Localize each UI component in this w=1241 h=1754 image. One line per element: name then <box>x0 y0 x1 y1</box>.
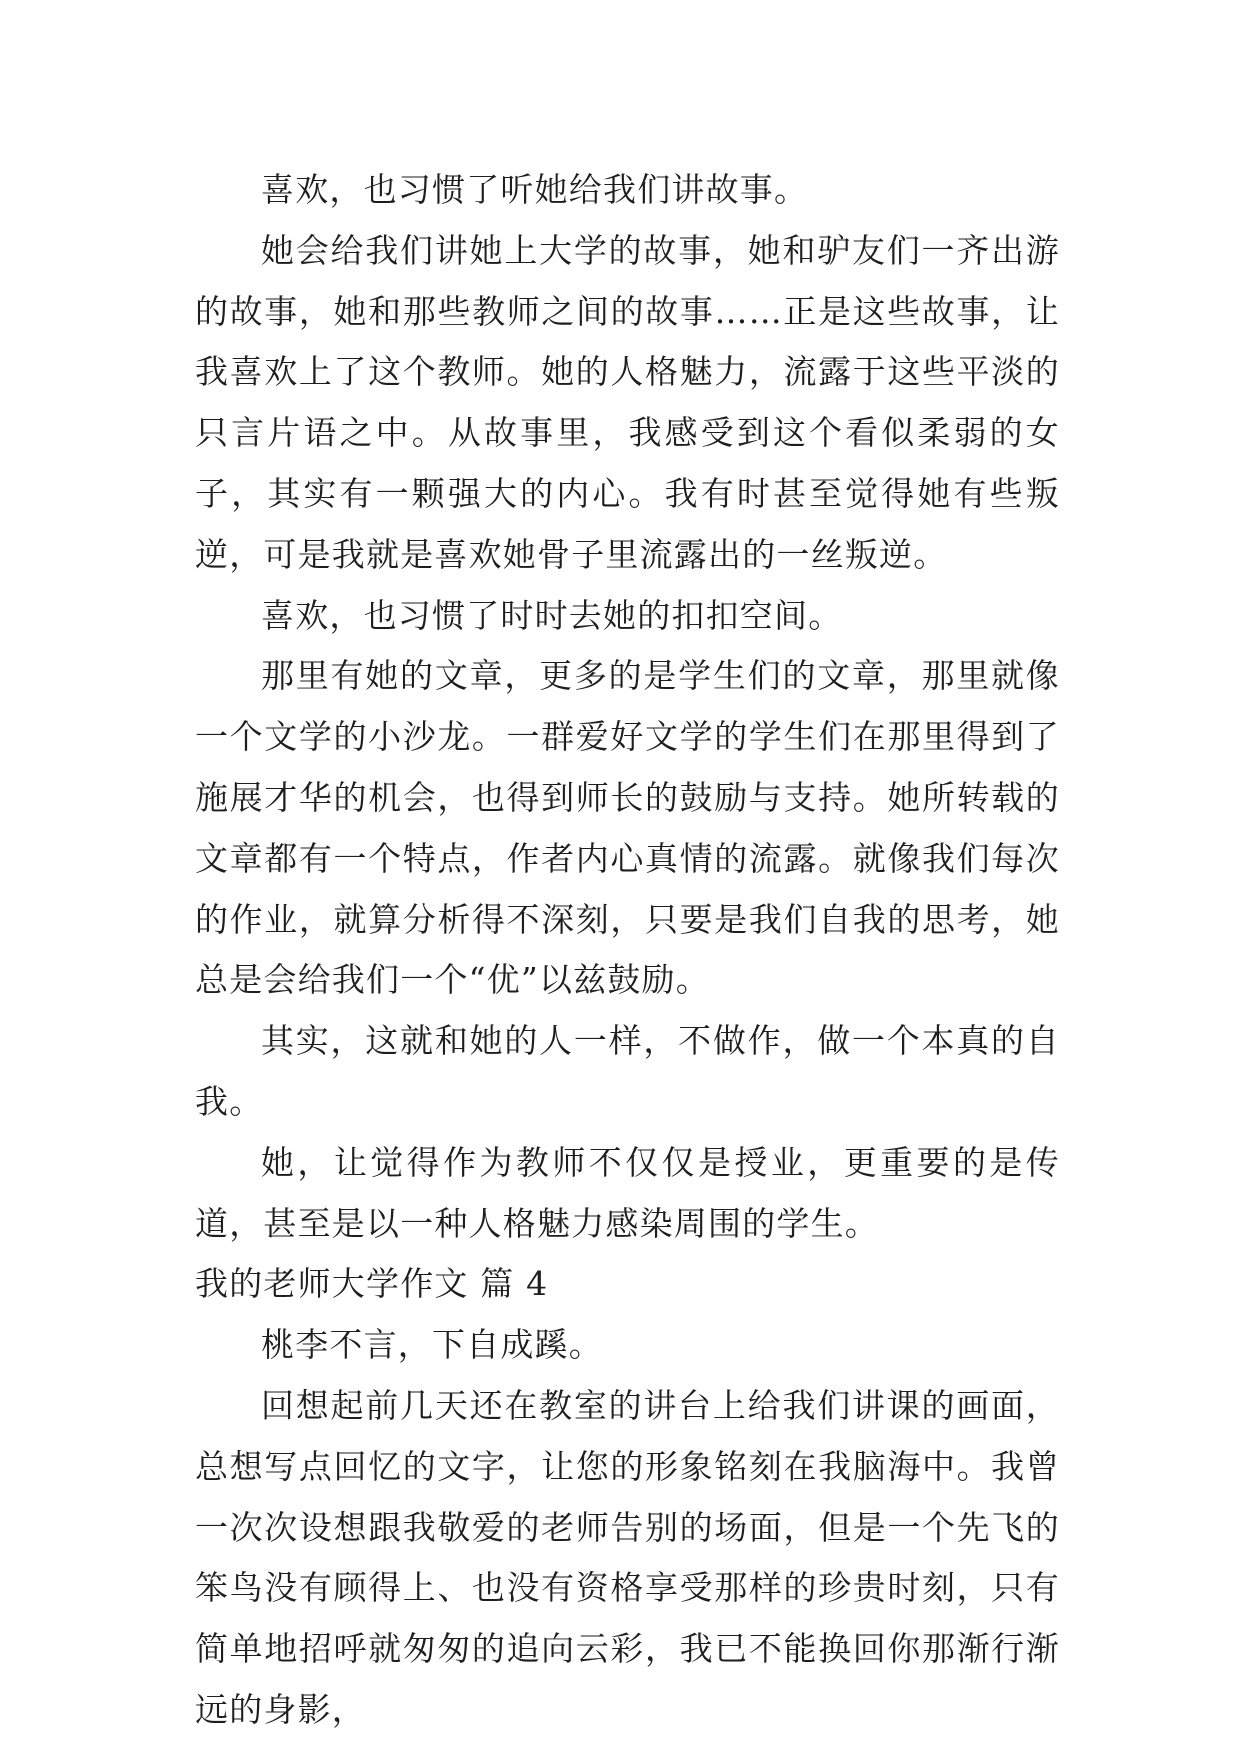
paragraph: 回想起前几天还在教室的讲台上给我们讲课的画面，总想写点回忆的文字，让您的形象铭刻在我脑海中。我曾一次次设想跟我敬爱的老师告别的场面，但是一个先飞的笨鸟没有顾得上、也没有资格享受那样的珍贵时刻，只有简单地招呼就匆匆的追向云彩，我已不能换回你那渐行渐远的身影， <box>195 1385 1060 1729</box>
section-heading: 我的老师大学作文 篇 4 <box>195 1264 549 1304</box>
paragraph: 那里有她的文章，更多的是学生们的文章，那里就像一个文学的小沙龙。一群爱好文学的学生们在那里得到了施展才华的机会，也得到师长的鼓励与支持。她所转载的文章都有一个特点，作者内心真情的流露。就像我们每次的作业，就算分析得不深刻，只要是我们自我的思考，她总是会给我们一个“优”以兹鼓励。 <box>195 656 1060 1000</box>
paragraph: 喜欢，也习惯了时时去她的扣扣空间。 <box>261 595 843 635</box>
paragraph: 喜欢，也习惯了听她给我们讲故事。 <box>261 170 809 209</box>
paragraph: 她会给我们讲她上大学的故事，她和驴友们一齐出游的故事，她和那些教师之间的故事……正是这些故事，让我喜欢上了这个教师。她的人格魅力，流露于这些平淡的只言片语之中。从故事里，我感受到这个看似柔弱的女子，其实有一颗强大的内心。我有时甚至觉得她有些叛逆，可是我就是喜欢她骨子里流露出的一丝叛逆。 <box>195 230 1060 574</box>
paragraph: 桃李不言，下自成蹊。 <box>261 1325 603 1365</box>
paragraph: 她，让觉得作为教师不仅仅是授业，更重要的是传道，甚至是以一种人格魅力感染周围的学生。 <box>195 1142 1060 1243</box>
paragraph: 其实，这就和她的人一样，不做作，做一个本真的自我。 <box>195 1021 1060 1121</box>
document-body <box>195 160 1060 1741</box>
